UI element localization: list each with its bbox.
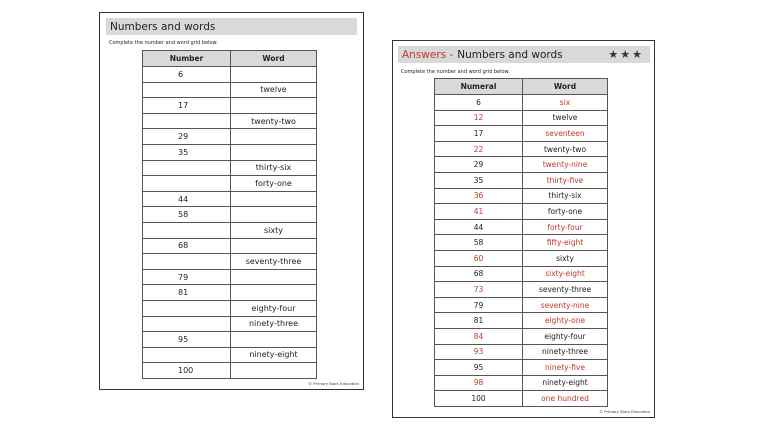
number-cell (143, 316, 231, 332)
table-row (143, 160, 317, 176)
word-cell: forty-four (523, 219, 608, 235)
table-row (143, 113, 317, 129)
table-row (435, 297, 608, 313)
number-cell: 68 (143, 238, 231, 254)
number-cell: 17 (435, 126, 523, 142)
table-row (143, 316, 317, 332)
number-cell (143, 347, 231, 363)
table-row (143, 285, 317, 301)
table-row (143, 269, 317, 285)
column-header-word: Word (231, 51, 317, 67)
table-row (435, 360, 608, 376)
word-cell (231, 144, 317, 160)
worksheet-title: Numbers and words (110, 20, 216, 33)
number-cell: 29 (143, 129, 231, 145)
grid-header-row (435, 79, 608, 95)
number-cell: 44 (435, 219, 523, 235)
word-cell: six (523, 95, 608, 111)
word-cell: ninety-eight (231, 347, 317, 363)
table-row (435, 313, 608, 329)
word-cell (231, 238, 317, 254)
word-cell: eighty-four (231, 300, 317, 316)
word-cell (231, 67, 317, 83)
number-cell: 58 (435, 235, 523, 251)
number-cell: 79 (143, 269, 231, 285)
grid-header-row (143, 51, 317, 67)
table-row (435, 126, 608, 142)
word-cell: eighty-one (523, 313, 608, 329)
table-row (435, 375, 608, 391)
word-cell (231, 207, 317, 223)
column-header-numeral: Numeral (435, 79, 523, 95)
table-row (435, 266, 608, 282)
word-cell: twenty-two (523, 141, 608, 157)
answers-instruction: Complete the number and word grid below. (401, 69, 510, 75)
number-cell: 68 (435, 266, 523, 282)
answers-grid (434, 78, 608, 407)
table-row (435, 141, 608, 157)
word-cell: one hundred (523, 391, 608, 407)
number-cell: 58 (143, 207, 231, 223)
table-row (143, 144, 317, 160)
word-cell: seventy-three (231, 254, 317, 270)
table-row (435, 235, 608, 251)
number-cell: 73 (435, 282, 523, 298)
table-row (143, 222, 317, 238)
table-row (435, 328, 608, 344)
difficulty-stars-icon: ★★★ (608, 48, 644, 61)
table-row (435, 110, 608, 126)
word-cell: sixty (231, 222, 317, 238)
number-cell: 17 (143, 98, 231, 114)
number-cell: 29 (435, 157, 523, 173)
word-cell: twenty-two (231, 113, 317, 129)
table-row (143, 191, 317, 207)
table-row (435, 157, 608, 173)
table-row (143, 67, 317, 83)
word-cell: thirty-six (231, 160, 317, 176)
number-cell (143, 176, 231, 192)
worksheet-title-bar (106, 18, 357, 35)
word-cell (231, 332, 317, 348)
column-header-number: Number (143, 51, 231, 67)
word-cell: seventy-three (523, 282, 608, 298)
word-cell: forty-one (231, 176, 317, 192)
table-row (143, 254, 317, 270)
number-cell: 60 (435, 250, 523, 266)
number-cell (143, 300, 231, 316)
table-row (143, 332, 317, 348)
number-cell: 22 (435, 141, 523, 157)
table-row (143, 129, 317, 145)
number-cell: 98 (435, 375, 523, 391)
table-row (143, 347, 317, 363)
word-cell: thirty-six (523, 188, 608, 204)
word-cell: ninety-three (523, 344, 608, 360)
answers-title: Numbers and words (457, 48, 563, 61)
number-cell (143, 222, 231, 238)
number-cell: 44 (143, 191, 231, 207)
number-cell: 95 (143, 332, 231, 348)
number-cell: 35 (143, 144, 231, 160)
number-cell: 81 (143, 285, 231, 301)
table-row (143, 176, 317, 192)
table-row (435, 95, 608, 111)
table-row (435, 344, 608, 360)
word-cell (231, 269, 317, 285)
table-row (143, 363, 317, 379)
word-cell (231, 129, 317, 145)
number-cell: 100 (435, 391, 523, 407)
word-cell: eighty-four (523, 328, 608, 344)
number-word-grid (142, 50, 317, 379)
number-cell: 6 (435, 95, 523, 111)
number-cell: 35 (435, 172, 523, 188)
word-cell (231, 285, 317, 301)
number-cell: 79 (435, 297, 523, 313)
number-cell (143, 160, 231, 176)
table-row (143, 300, 317, 316)
table-row (435, 204, 608, 220)
number-cell (143, 113, 231, 129)
table-row (435, 282, 608, 298)
number-cell (143, 82, 231, 98)
table-row (143, 207, 317, 223)
table-row (435, 219, 608, 235)
word-cell: sixty-eight (523, 266, 608, 282)
worksheet-questions (99, 12, 364, 390)
table-row (143, 82, 317, 98)
worksheet-instruction: Complete the number and word grid below. (109, 40, 218, 46)
answers-title-prefix: Answers - (402, 48, 454, 61)
word-cell: twelve (231, 82, 317, 98)
word-cell (231, 363, 317, 379)
word-cell: ninety-five (523, 360, 608, 376)
answers-title-bar (398, 46, 650, 63)
worksheet-answers (392, 40, 655, 418)
word-cell: twelve (523, 110, 608, 126)
number-cell: 81 (435, 313, 523, 329)
word-cell (231, 191, 317, 207)
word-cell: thirty-five (523, 172, 608, 188)
number-cell: 95 (435, 360, 523, 376)
copyright-footer: © Primary Stars Education (599, 409, 650, 414)
word-cell: twenty-nine (523, 157, 608, 173)
number-cell: 36 (435, 188, 523, 204)
table-row (143, 238, 317, 254)
copyright-footer: © Primary Stars Education (308, 381, 359, 386)
table-row (143, 98, 317, 114)
number-cell: 84 (435, 328, 523, 344)
table-row (435, 188, 608, 204)
number-cell: 100 (143, 363, 231, 379)
column-header-word: Word (523, 79, 608, 95)
word-cell: seventeen (523, 126, 608, 142)
table-row (435, 172, 608, 188)
number-cell (143, 254, 231, 270)
number-cell: 12 (435, 110, 523, 126)
word-cell: fifty-eight (523, 235, 608, 251)
word-cell (231, 98, 317, 114)
word-cell: ninety-three (231, 316, 317, 332)
number-cell: 6 (143, 67, 231, 83)
word-cell: sixty (523, 250, 608, 266)
word-cell: seventy-nine (523, 297, 608, 313)
number-cell: 41 (435, 204, 523, 220)
table-row (435, 250, 608, 266)
number-cell: 93 (435, 344, 523, 360)
table-row (435, 391, 608, 407)
word-cell: forty-one (523, 204, 608, 220)
word-cell: ninety-eight (523, 375, 608, 391)
